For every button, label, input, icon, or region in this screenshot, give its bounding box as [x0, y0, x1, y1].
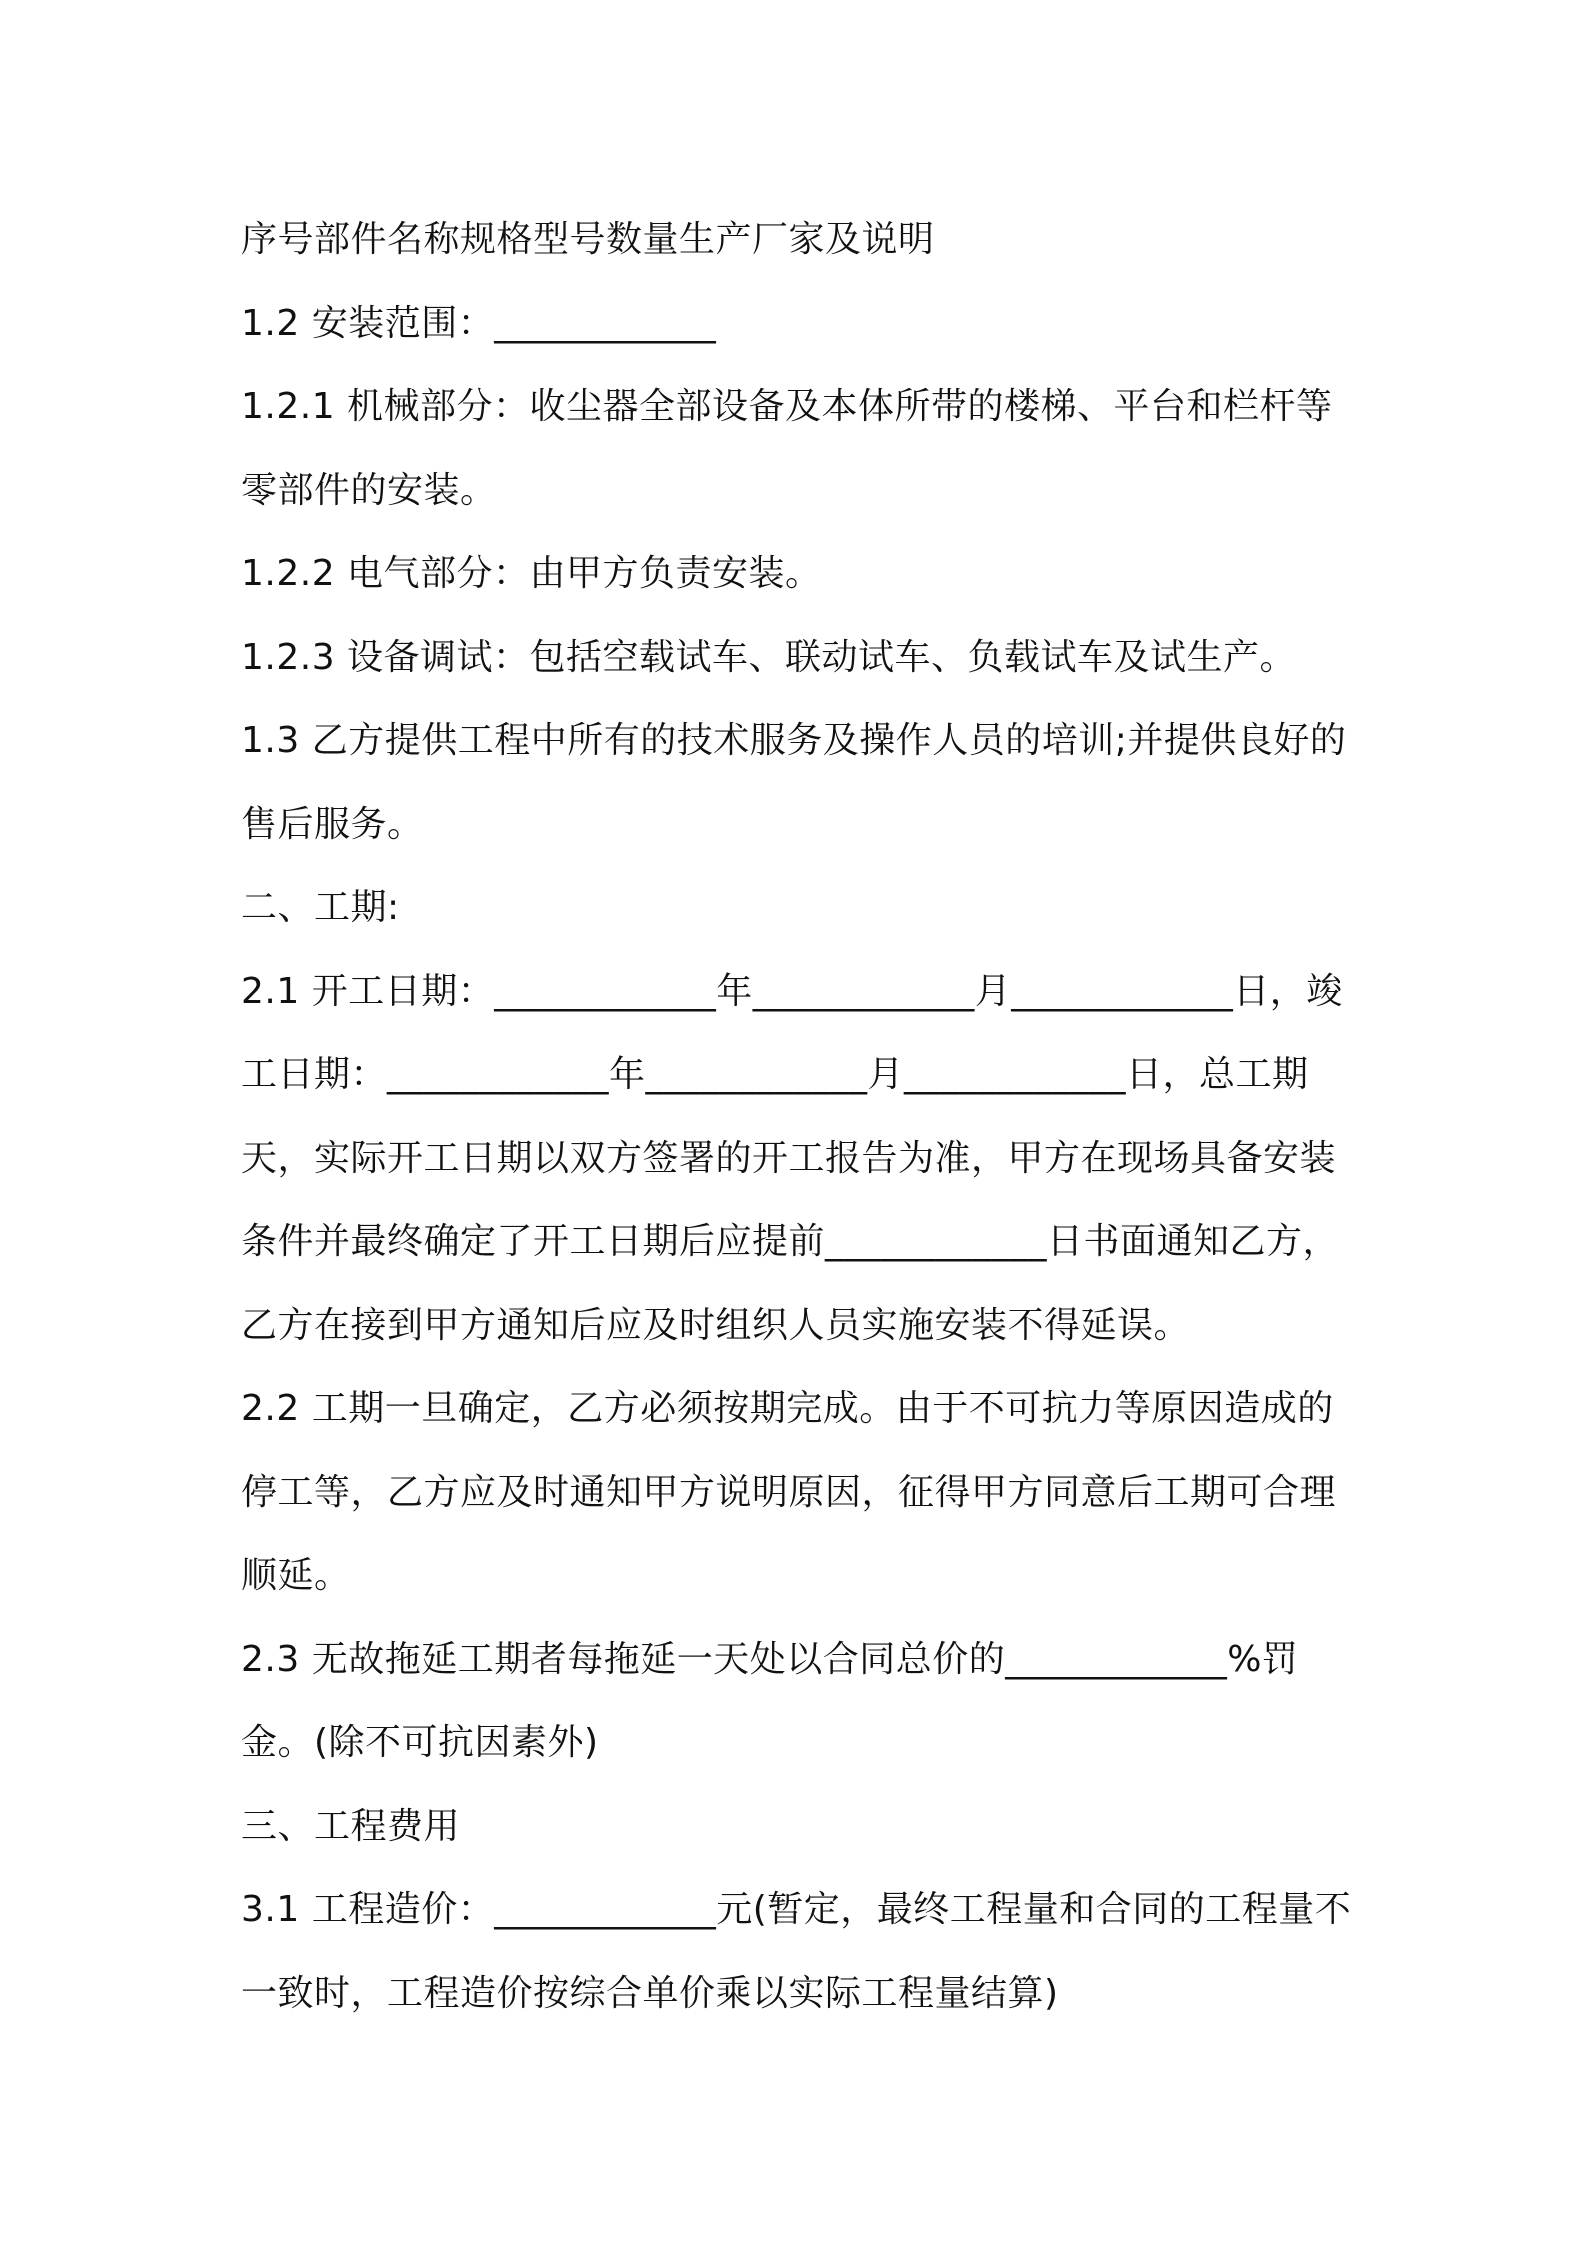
- clause-1-2-3: 1.2.3 设备调试：包括空载试车、联动试车、负载试车及试生产。: [241, 636, 1297, 678]
- section-heading-fees: 三、工程费用: [241, 1805, 461, 1847]
- clause-2-1: 2.1 开工日期：____________年____________月____________日，竣工日期：____________年____________月____________日，总工期天，实际开工日期以双方签署的开工报告为准，甲方在现场具备安装条件并最终确定了开工日期后应提前____________日书面通知乙方，乙方在接到甲方通知后应及时组织人员实施安装不得延误。: [241, 970, 1343, 1346]
- document-body: [241, 198, 1361, 2035]
- clause-2-3: 2.3 无故拖延工期者每拖延一天处以合同总价的____________%罚金。(除不可抗因素外): [241, 1638, 1299, 1763]
- clause-2-2: 2.2 工期一旦确定，乙方必须按期完成。由于不可抗力等原因造成的停工等，乙方应及时通知甲方说明原因，征得甲方同意后工期可合理顺延。: [241, 1388, 1337, 1596]
- table-header-line: 序号部件名称规格型号数量生产厂家及说明: [241, 219, 935, 260]
- section-heading-schedule: 二、工期:: [241, 887, 400, 928]
- clause-1-2: 1.2 安装范围：____________: [241, 302, 717, 344]
- clause-3-1: 3.1 工程造价：____________元(暂定，最终工程量和合同的工程量不一致时，工程造价按综合单价乘以实际工程量结算): [241, 1889, 1352, 2014]
- clause-1-2-1: 1.2.1 机械部分：收尘器全部设备及本体所带的楼梯、平台和栏杆等零部件的安装。: [241, 386, 1333, 511]
- clause-1-2-2: 1.2.2 电气部分：由甲方负责安装。: [241, 553, 822, 594]
- clause-1-3: 1.3 乙方提供工程中所有的技术服务及操作人员的培训;并提供良好的售后服务。: [241, 720, 1347, 845]
